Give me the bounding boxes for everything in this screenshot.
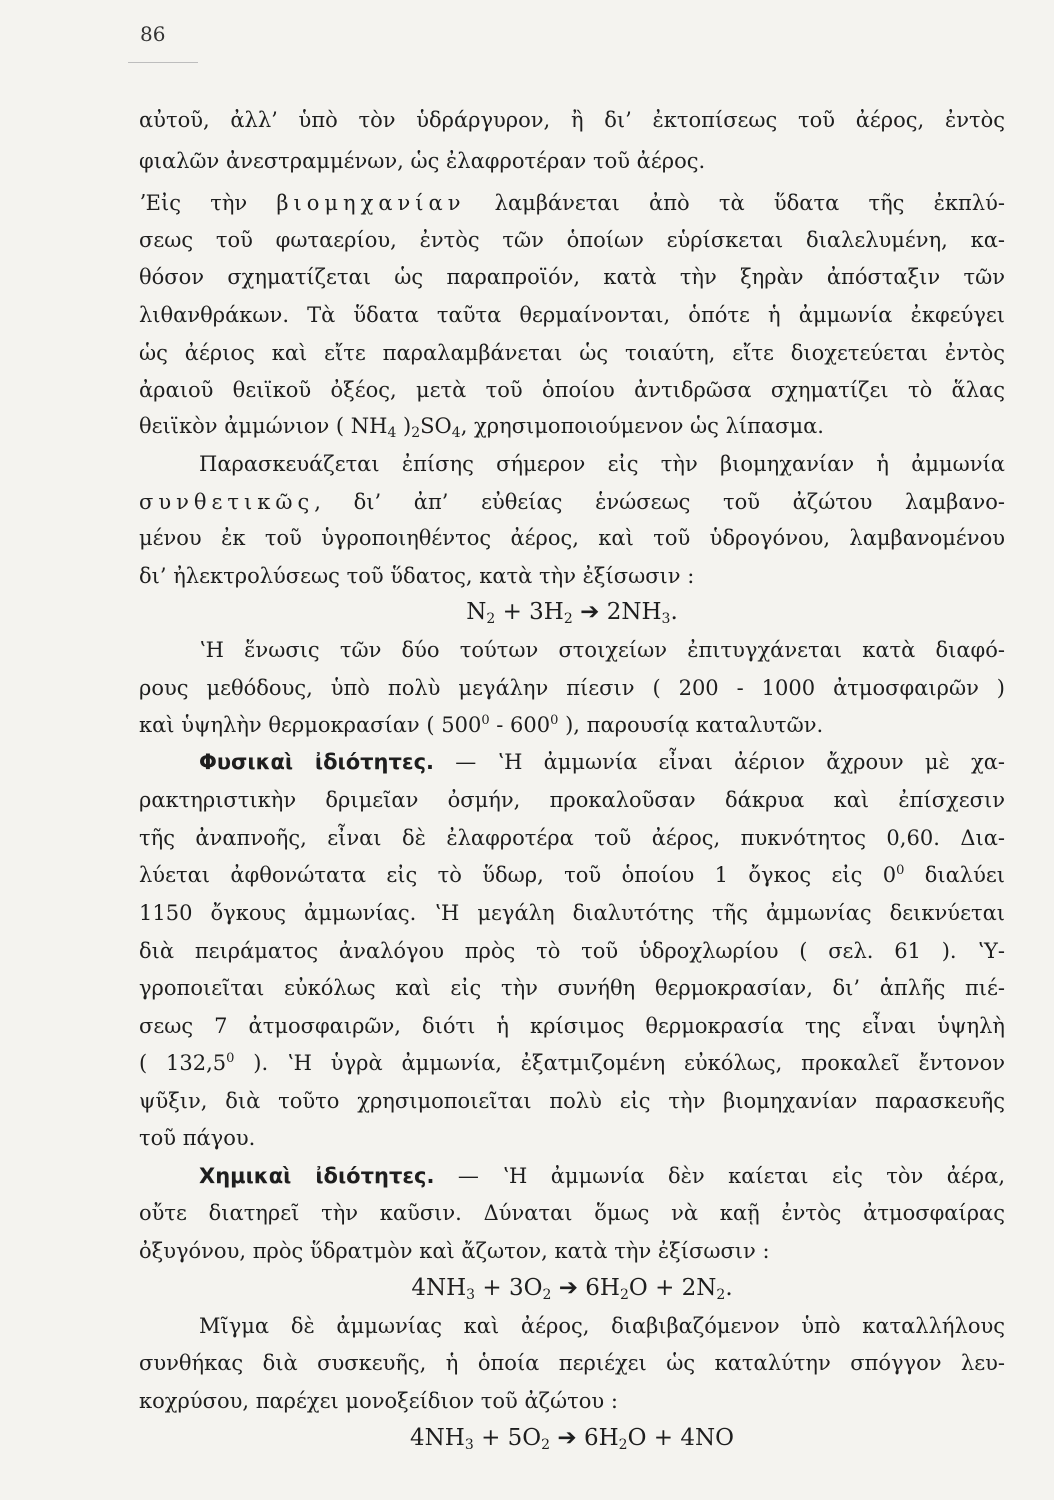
text-line: μένου ἐκ τοῦ ὑγροποιηθέντος ἀέρος, καὶ τοῦ ὑδρογόνου, λαμβανομένου — [139, 526, 1005, 550]
header-rule — [128, 62, 198, 63]
text-line: τῆς ἀναπνοῆς, εἶναι δὲ ἐλαφροτέρα τοῦ ἀέρος, πυκνότητος 0,60. Δια- — [139, 826, 1005, 850]
text-line: Χημικαὶ ἰδιότητες. — ʽΗ ἀμμωνία δὲν καίεται εἰς τὸν ἀέρα, — [199, 1164, 1005, 1188]
text-line: δι’ ἠλεκτρολύσεως τοῦ ὕδατος, κατὰ τὴν ἐξίσωσιν : — [139, 564, 695, 588]
text-line: φιαλῶν ἀνεστραμμένων, ὡς ἐλαφροτέραν τοῦ ἀέρος. — [139, 149, 706, 173]
text-line: συνθήκας διὰ συσκευῆς, ἡ ὁποία περιέχει ὡς καταλύτην σπόγγον λευ- — [139, 1351, 1005, 1375]
section-heading-physical: Φυσικαὶ ἰδιότητες. — [199, 750, 435, 774]
text-line: διὰ πειράματος ἀναλόγου πρὸς τὸ τοῦ ὑδροχλωρίου ( σελ. 61 ). ʽΥ- — [139, 939, 1005, 963]
text-line: λιθανθράκων. Τὰ ὕδατα ταῦτα θερμαίνονται, ὁπότε ἡ ἀμμωνία ἐκφεύγει — [139, 303, 1005, 327]
text-line: ʽΗ ἕνωσις τῶν δύο τούτων στοιχείων ἐπιτυγχάνεται κατὰ διαφό- — [199, 638, 1005, 662]
text-line: ὡς ἀέριος καὶ εἴτε παραλαμβάνεται ὡς τοιαύτη, εἴτε διοχετεύεται ἐντὸς — [139, 341, 1005, 365]
equation-ammonia-synthesis: $N_2 + 3H_2$ ➔ $2NH_3$. — [466, 599, 678, 627]
text-line: ρακτηριστικὴν δριμεῖαν ὀσμήν, προκαλοῦσαν δάκρυα καὶ ἐπίσχεσιν — [139, 788, 1005, 812]
text-line: 1150 ὄγκους ἀμμωνίας. ʽΗ μεγάλη διαλυτότης τῆς ἀμμωνίας δεικνύεται — [139, 901, 1005, 925]
text-line: λύεται ἀφθονώτατα εἰς τὸ ὕδωρ, τοῦ ὁποίου 1 ὄγκος εἰς $0^0$ διαλύει — [139, 863, 1005, 887]
text-line: ρους μεθόδους, ὑπὸ πολὺ μεγάλην πίεσιν ( 200 - 1000 ἀτμοσφαιρῶν ) — [139, 676, 1005, 700]
section-heading-chemical: Χημικαὶ ἰδιότητες. — [199, 1164, 435, 1188]
text-line: οὔτε διατηρεῖ τὴν καῦσιν. Δύναται ὅμως νὰ καῇ ἐντὸς ἀτμοσφαίρας — [139, 1201, 1005, 1225]
equation-ammonia-combustion: $4NH_3 + 3O_2$ ➔ $6H_2O + 2N_2$. — [411, 1275, 733, 1303]
text-line: θειϊκὸν ἀμμώνιον ( $NH_4$ )$_2SO_4$, χρησιμοποιούμενον ὡς λίπασμα. — [139, 414, 824, 441]
text-line: γροποιεῖται εὐκόλως καὶ εἰς τὴν συνήθη θερμοκρασίαν, δι’ ἁπλῆς πιέ- — [139, 976, 1005, 1000]
text-line: σεως τοῦ φωταερίου, ἐντὸς τῶν ὁποίων εὑρίσκεται διαλελυμένη, κα- — [139, 228, 1005, 252]
spaced-term: συνθετικῶς — [139, 490, 315, 514]
text-line: ψῦξιν, διὰ τοῦτο χρησιμοποιεῖται πολὺ εἰς τὴν βιομηχανίαν παρασκευῆς — [139, 1089, 1005, 1113]
text-line: ʼΕἰς τὴν βιομηχανίαν λαμβάνεται ἀπὸ τὰ ὕδατα τῆς ἐκπλύ- — [139, 191, 1005, 215]
spaced-term: βιομηχανίαν — [276, 191, 466, 215]
text-line: ἀραιοῦ θειϊκοῦ ὀξέος, μετὰ τοῦ ὁποίου ἀντιδρῶσα σχηματίζει τὸ ἅλας — [139, 378, 1005, 402]
text-line: αὐτοῦ, ἀλλ’ ὑπὸ τὸν ὑδράργυρον, ἢ δι’ ἐκτοπίσεως τοῦ ἀέρος, ἐντὸς — [139, 108, 1005, 132]
text-line: θόσον σχηματίζεται ὡς παραπροϊόν, κατὰ τὴν ξηρὰν ἀπόσταξιν τῶν — [139, 265, 1005, 289]
text-line: καὶ ὑψηλὴν θερμοκρασίαν ( $500^0 - 600^0$ ), παρουσίᾳ καταλυτῶν. — [139, 713, 824, 737]
page-number: 86 — [140, 22, 166, 46]
text-line: συνθετικῶς, δι’ ἀπ’ εὐθείας ἑνώσεως τοῦ ἀζώτου λαμβανο- — [139, 490, 1005, 514]
text-line: Παρασκευάζεται ἐπίσης σήμερον εἰς τὴν βιομηχανίαν ἡ ἀμμωνία — [199, 452, 1005, 476]
text-line: κοχρύσου, παρέχει μονοξείδιον τοῦ ἀζώτου : — [139, 1389, 618, 1413]
text-line: Φυσικαὶ ἰδιότητες. — ʽΗ ἀμμωνία εἶναι ἀέριον ἄχρουν μὲ χα- — [199, 750, 1005, 774]
text-line: ( 132,5$^0$ ). ʽΗ ὑγρὰ ἀμμωνία, ἐξατμιζομένη εὐκόλως, προκαλεῖ ἔντονον — [139, 1051, 1005, 1075]
equation-ammonia-oxidation: $4NH_3 + 5O_2$ ➔ $6H_2O + 4NO$ — [410, 1425, 734, 1453]
text-line: Μῖγμα δὲ ἀμμωνίας καὶ ἀέρος, διαβιβαζόμενον ὑπὸ καταλλήλους — [199, 1314, 1005, 1338]
text-line: ὀξυγόνου, πρὸς ὕδρατμὸν καὶ ἄζωτον, κατὰ τὴν ἐξίσωσιν : — [139, 1239, 770, 1263]
text-line: σεως 7 ἀτμοσφαιρῶν, διότι ἡ κρίσιμος θερμοκρασία της εἶναι ὑψηλὴ — [139, 1014, 1005, 1038]
text-line: τοῦ πάγου. — [139, 1126, 256, 1150]
